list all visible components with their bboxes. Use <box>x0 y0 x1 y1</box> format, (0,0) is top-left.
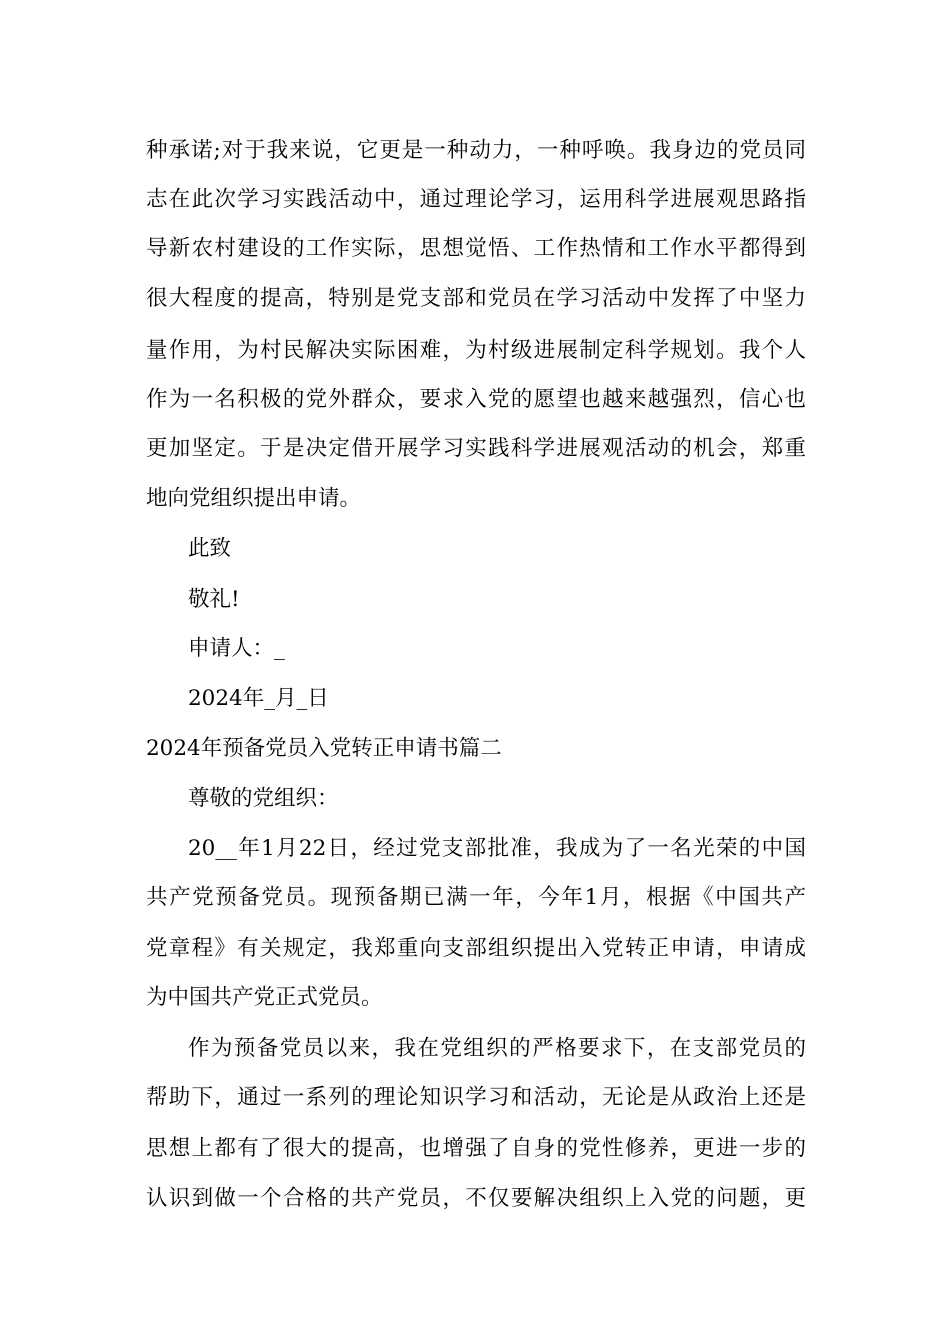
paragraph-1-line-7: 更加坚定。于是决定借开展学习实践科学进展观活动的机会，郑重 <box>146 436 806 461</box>
paragraph-1-line-4: 很大程度的提高，特别是党支部和党员在学习活动中发挥了中坚力 <box>146 286 806 311</box>
paragraph-1-line-2: 志在此次学习实践活动中，通过理论学习，运用科学进展观思路指 <box>146 187 806 212</box>
closing-date: 2024年_月_日 <box>188 686 329 711</box>
paragraph-3-line-2: 帮助下，通过一系列的理论知识学习和活动，无论是从政治上还是 <box>146 1085 806 1110</box>
paragraph-2-line-2: 共产党预备党员。现预备期已满一年，今年1月，根据《中国共产 <box>146 885 806 910</box>
paragraph-1-line-8: 地向党组织提出申请。 <box>146 486 362 511</box>
paragraph-3-line-3: 思想上都有了很大的提高，也增强了自身的党性修养，更进一步的 <box>146 1136 806 1161</box>
closing-salutation: 此致 <box>188 536 232 561</box>
paragraph-1-line-5: 量作用，为村民解决实际困难，为村级进展制定科学规划。我个人 <box>146 338 806 363</box>
paragraph-1-line-6: 作为一名积极的党外群众，要求入党的愿望也越来越强烈，信心也 <box>146 387 806 412</box>
paragraph-3-line-4: 认识到做一个合格的共产党员，不仅要解决组织上入党的问题，更 <box>146 1186 806 1211</box>
paragraph-1-line-1: 种承诺;对于我来说，它更是一种动力，一种呼唤。我身边的党员同 <box>146 138 806 163</box>
paragraph-3-line-1: 作为预备党员以来，我在党组织的严格要求下，在支部党员的 <box>188 1036 806 1061</box>
paragraph-1-line-3: 导新农村建设的工作实际，思想觉悟、工作热情和工作水平都得到 <box>146 236 806 261</box>
closing-regards: 敬礼! <box>188 587 240 612</box>
section-title: 2024年预备党员入党转正申请书篇二 <box>146 736 502 761</box>
closing-applicant: 申请人：_ <box>188 636 285 661</box>
paragraph-2-line-4: 为中国共产党正式党员。 <box>146 985 383 1010</box>
greeting: 尊敬的党组织： <box>188 786 339 811</box>
paragraph-2-line-1: 20__年1月22日，经过党支部批准，我成为了一名光荣的中国 <box>188 836 806 861</box>
paragraph-2-line-3: 党章程》有关规定，我郑重向支部组织提出入党转正申请，申请成 <box>146 936 806 961</box>
